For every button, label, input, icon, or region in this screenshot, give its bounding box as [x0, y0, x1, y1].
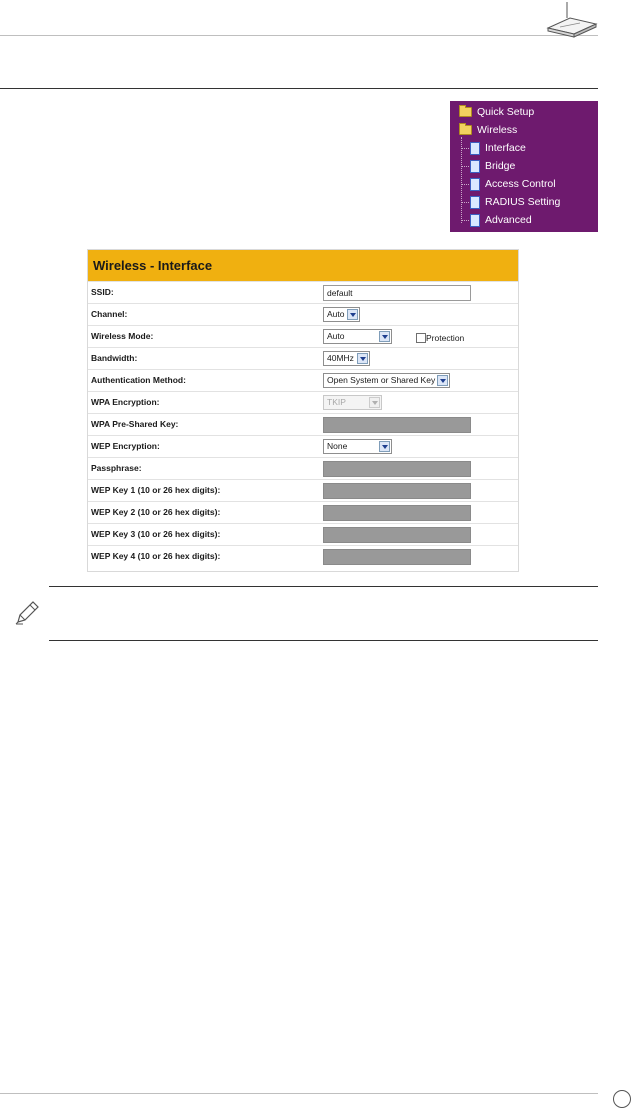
chevron-down-icon [369, 397, 380, 408]
page-icon [470, 142, 480, 155]
protection-label: Protection [426, 333, 465, 343]
menu-item-advanced[interactable] [470, 211, 532, 229]
menu-item-radius-setting[interactable] [470, 193, 560, 211]
authentication-method-value: Open System or Shared Key [327, 375, 436, 385]
authentication-method-select[interactable] [323, 373, 450, 388]
form-row-wpa-pre-shared-key [88, 413, 518, 436]
wep-key-1-input[interactable] [323, 483, 471, 499]
form-row-wep-key-3 [88, 523, 518, 546]
wep-key-4-label: WEP Key 4 (10 or 26 hex digits): [91, 551, 221, 561]
wpa-encryption-value: TKIP [327, 397, 346, 407]
tree-branch [461, 220, 469, 221]
wep-key-4-input[interactable] [323, 549, 471, 565]
page-icon [470, 160, 480, 173]
wireless-interface-panel [87, 249, 519, 572]
form-row-ssid [88, 281, 518, 304]
menu-item-label: Wireless [477, 124, 518, 136]
note-rule-top [49, 586, 598, 587]
form-row-passphrase [88, 457, 518, 480]
menu-item-label: Bridge [485, 160, 516, 172]
form-row-wep-encryption [88, 435, 518, 458]
wep-key-3-label: WEP Key 3 (10 or 26 hex digits): [91, 529, 221, 539]
section-rule [0, 88, 598, 89]
page-icon [470, 196, 480, 209]
footer-rule [0, 1093, 598, 1094]
wep-key-2-input[interactable] [323, 505, 471, 521]
passphrase-input[interactable] [323, 461, 471, 477]
channel-value: Auto [327, 309, 345, 319]
wpa-encryption-select[interactable] [323, 395, 382, 410]
authentication-method-label: Authentication Method: [91, 375, 186, 385]
form-row-channel [88, 303, 518, 326]
menu-item-label: Quick Setup [477, 106, 535, 118]
wep-key-3-input[interactable] [323, 527, 471, 543]
wireless-mode-value: Auto [327, 331, 345, 341]
chevron-down-icon [437, 375, 448, 386]
form-row-wireless-mode [88, 325, 518, 348]
wep-encryption-value: None [327, 441, 348, 451]
menu-item-label: Access Control [485, 178, 556, 190]
menu-item-wireless[interactable] [459, 121, 517, 139]
form-row-bandwidth [88, 347, 518, 370]
wireless-mode-label: Wireless Mode: [91, 331, 154, 341]
ssid-label: SSID: [91, 287, 114, 297]
form-row-wpa-encryption [88, 391, 518, 414]
form-row-wep-key-4 [88, 545, 518, 568]
bandwidth-label: Bandwidth: [91, 353, 138, 363]
tree-branch [461, 202, 469, 203]
bandwidth-value: 40MHz [327, 353, 354, 363]
panel-title: Wireless - Interface [93, 258, 213, 273]
passphrase-label: Passphrase: [91, 463, 142, 473]
protection-checkbox[interactable] [416, 333, 426, 343]
tree-branch [461, 166, 469, 167]
chevron-down-icon [379, 331, 390, 342]
tree-connector [461, 137, 462, 223]
ssid-input[interactable]: default [323, 285, 471, 301]
sidebar-menu [450, 101, 598, 232]
tree-branch [461, 184, 469, 185]
panel-header [88, 250, 518, 281]
page-icon [470, 214, 480, 227]
form-row-wep-key-1 [88, 479, 518, 502]
menu-item-label: Advanced [485, 214, 532, 226]
chevron-down-icon [379, 441, 390, 452]
wireless-mode-select[interactable] [323, 329, 392, 344]
folder-open-icon [459, 125, 472, 135]
menu-item-label: RADIUS Setting [485, 196, 561, 208]
pencil-note-icon [14, 600, 40, 626]
menu-item-quick-setup[interactable] [459, 103, 534, 121]
menu-item-interface[interactable] [470, 139, 526, 157]
channel-select[interactable] [323, 307, 360, 322]
wep-key-2-label: WEP Key 2 (10 or 26 hex digits): [91, 507, 221, 517]
form-row-wep-key-2 [88, 501, 518, 524]
channel-label: Channel: [91, 309, 128, 319]
wep-encryption-label: WEP Encryption: [91, 441, 160, 451]
wpa-pre-shared-key-label: WPA Pre-Shared Key: [91, 419, 179, 429]
header-rule [0, 35, 598, 36]
tree-branch [461, 148, 469, 149]
wpa-encryption-label: WPA Encryption: [91, 397, 160, 407]
page-icon [470, 178, 480, 191]
wpa-pre-shared-key-input[interactable] [323, 417, 471, 433]
bandwidth-select[interactable] [323, 351, 370, 366]
form-row-authentication-method [88, 369, 518, 392]
chevron-down-icon [347, 309, 358, 320]
page-number-circle [613, 1090, 631, 1108]
menu-item-access-control[interactable] [470, 175, 556, 193]
menu-item-label: Interface [485, 142, 526, 154]
wep-encryption-select[interactable] [323, 439, 392, 454]
menu-item-bridge[interactable] [470, 157, 515, 175]
wep-key-1-label: WEP Key 1 (10 or 26 hex digits): [91, 485, 221, 495]
note-rule-bottom [49, 640, 598, 641]
router-icon [540, 0, 600, 40]
chevron-down-icon [357, 353, 368, 364]
folder-icon [459, 107, 472, 117]
